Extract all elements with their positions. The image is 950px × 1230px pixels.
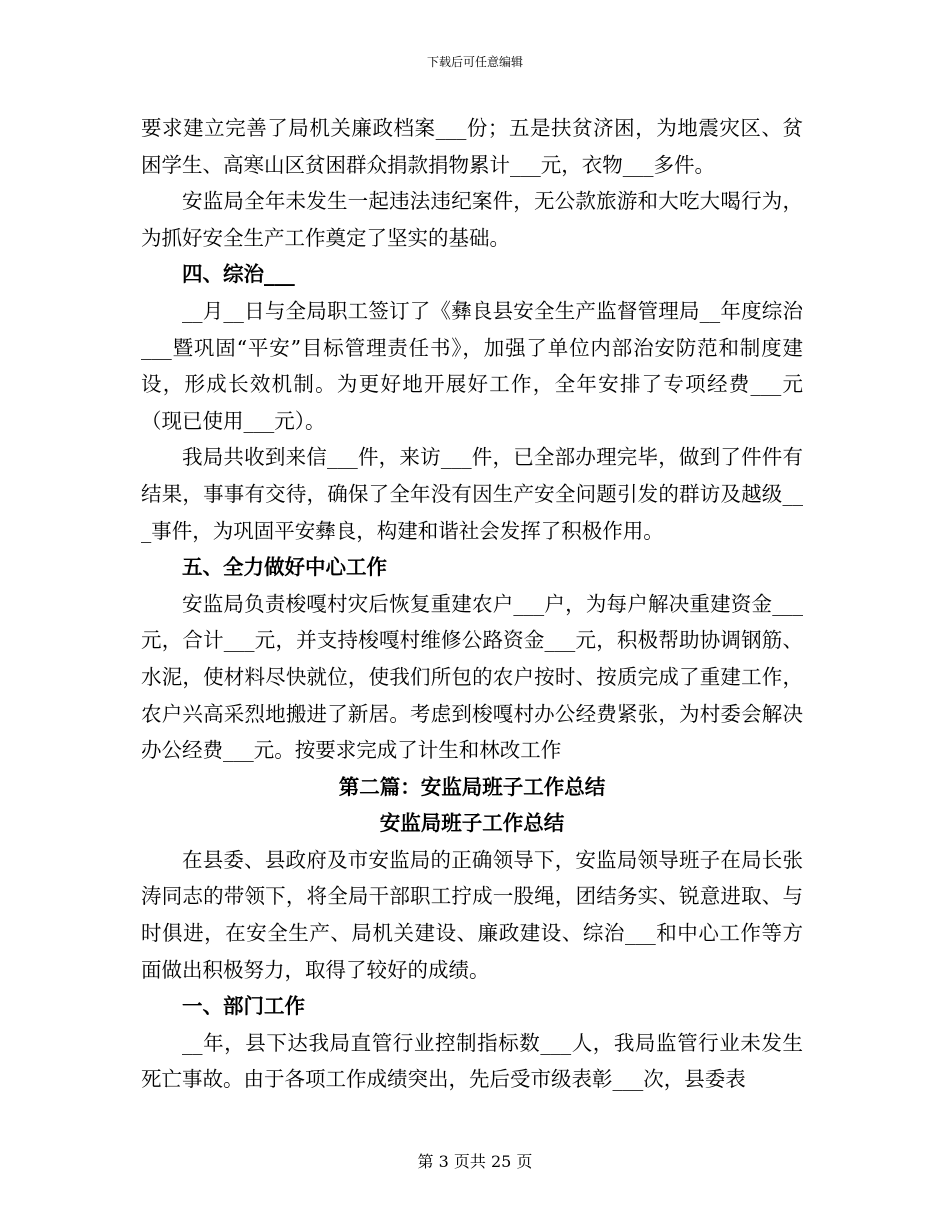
paragraph-reconstruction: 安监局负责梭嘎村灾后恢复重建农户___户，为每户解决重建资金___元，合计___元，并支持梭嘎村维修公路资金___元，积极帮助协调钢筋、水泥，使材料尽快就位，使我们所包的农户按时、按质完成了重建工作，农户兴高采烈地搬进了新居。考虑到梭嘎村办公经费紧张，为村委会解决办公经费___元。按要求完成了计生和林改工作 (141, 591, 803, 763)
page-number-footer: 第 3 页共 25 页 (417, 1152, 533, 1171)
section-heading-comprehensive-governance: 四、综治___ (182, 262, 295, 287)
page-header-note: 下载后可任意编辑 (426, 55, 523, 69)
paragraph-control-indicators: __年，县下达我局直管行业控制指标数___人，我局监管行业未发生死亡事故。由于各项工作成绩突出，先后受市级表彰___次，县委表 (141, 1030, 803, 1092)
chapter-subtitle: 安监局班子工作总结 (379, 811, 565, 836)
paragraph-integrity-archives: 要求建立完善了局机关廉政档案___份；五是扶贫济困，为地震灾区、贫困学生、高寒山区贫困群众捐款捐物累计___元，衣物___多件。 (141, 116, 803, 177)
paragraph-letters-visits: 我局共收到来信___件，来访___件，已全部办理完毕，做到了件件有结果，事事有交待，确保了全年没有因生产安全问题引发的群访及越级___事件，为巩固平安彝良，构建和谐社会发挥了积极作用。 (141, 445, 803, 543)
chapter-title: 第二篇：安监局班子工作总结 (338, 774, 606, 799)
paragraph-leadership-summary: 在县委、县政府及市安监局的正确领导下，安监局领导班子在局长张涛同志的带领下，将全局干部职工拧成一股绳，团结务实、锐意进取、与时俱进，在安全生产、局机关建设、廉政建设、综治___和中心工作等方面做出积极努力，取得了较好的成绩。 (141, 847, 803, 982)
section-heading-central-work: 五、全力做好中心工作 (182, 555, 387, 580)
section-heading-department-work: 一、部门工作 (182, 994, 305, 1019)
paragraph-responsibility-agreement: __月__日与全局职工签订了《彝良县安全生产监督管理局__年度综治___暨巩固“平安”目标管理责任书》，加强了单位内部治安防范和制度建设，形成长效机制。为更好地开展好工作，全年安排了专项经费___元（现已使用___元）。 (141, 298, 803, 433)
document-body (141, 110, 803, 1098)
paragraph-no-violations: 安监局全年未发生一起违法违纪案件，无公款旅游和大吃大喝行为，为抓好安全生产工作奠定了坚实的基础。 (141, 189, 803, 250)
